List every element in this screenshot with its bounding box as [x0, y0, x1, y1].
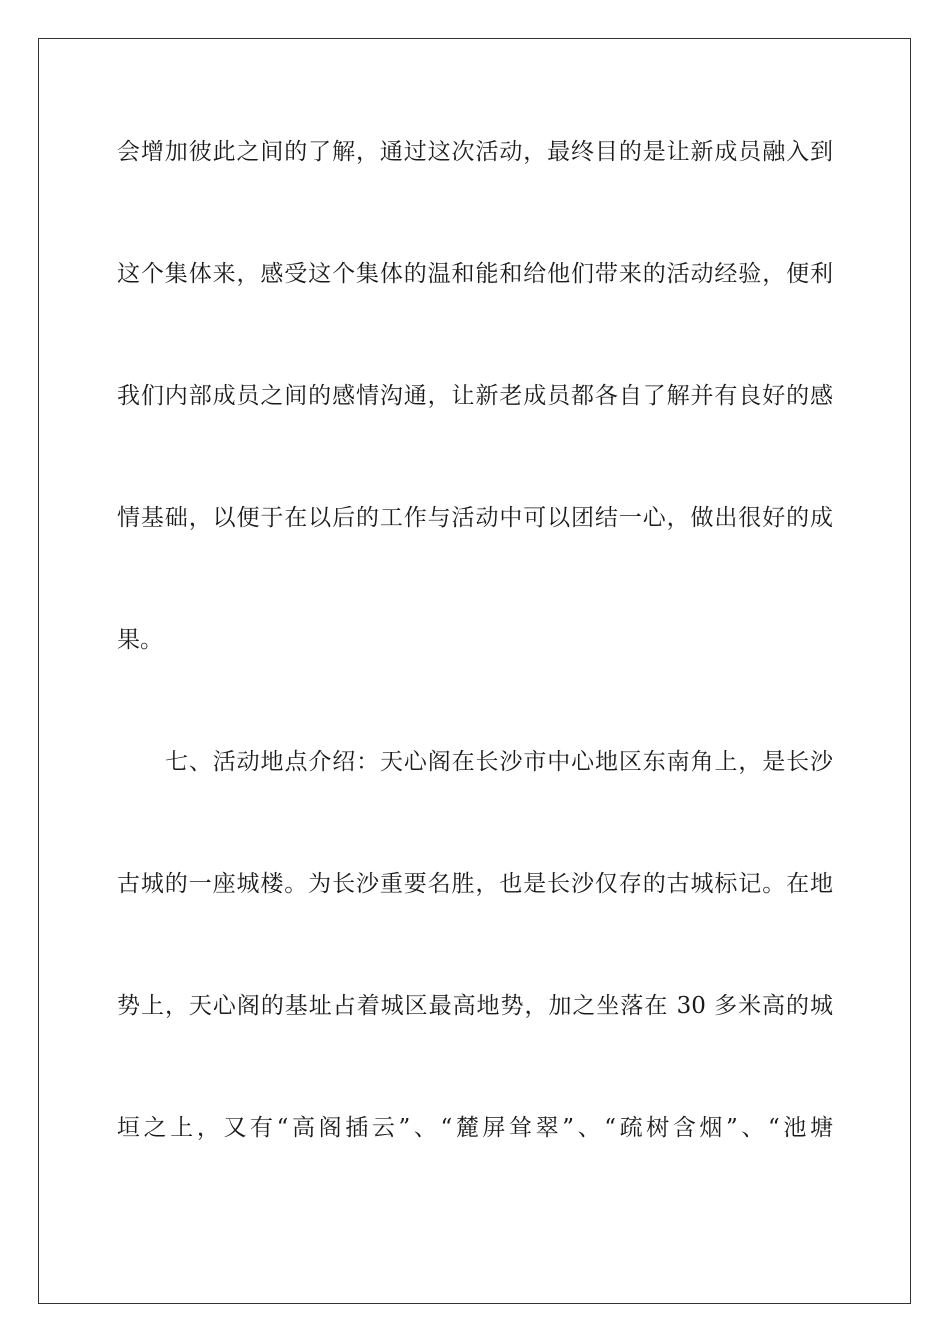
paragraph-line: 果。: [117, 627, 163, 653]
paragraph-line: 古城的一座城楼。为长沙重要名胜，也是长沙仅存的古城标记。在地: [117, 871, 833, 897]
paragraph-line: 会增加彼此之间的了解，通过这次活动，最终目的是让新成员融入到: [117, 139, 833, 165]
paragraph-line: 情基础，以便于在以后的工作与活动中可以团结一心，做出很好的成: [117, 505, 833, 531]
paragraph-line: 我们内部成员之间的感情沟通，让新老成员都各自了解并有良好的感: [117, 383, 833, 409]
paragraph-line: 这个集体来，感受这个集体的温和能和给他们带来的活动经验，便利: [117, 261, 833, 287]
section-heading-line: 七、活动地点介绍：天心阁在长沙市中心地区东南角上，是长沙: [165, 749, 833, 775]
paragraph-line: 垣之上，又有“高阁插云”、“麓屏耸翠”、“疏树含烟”、“池塘: [117, 1115, 833, 1141]
paragraph-line: 势上，天心阁的基址占着城区最高地势，加之坐落在 30 多米高的城: [117, 993, 833, 1019]
